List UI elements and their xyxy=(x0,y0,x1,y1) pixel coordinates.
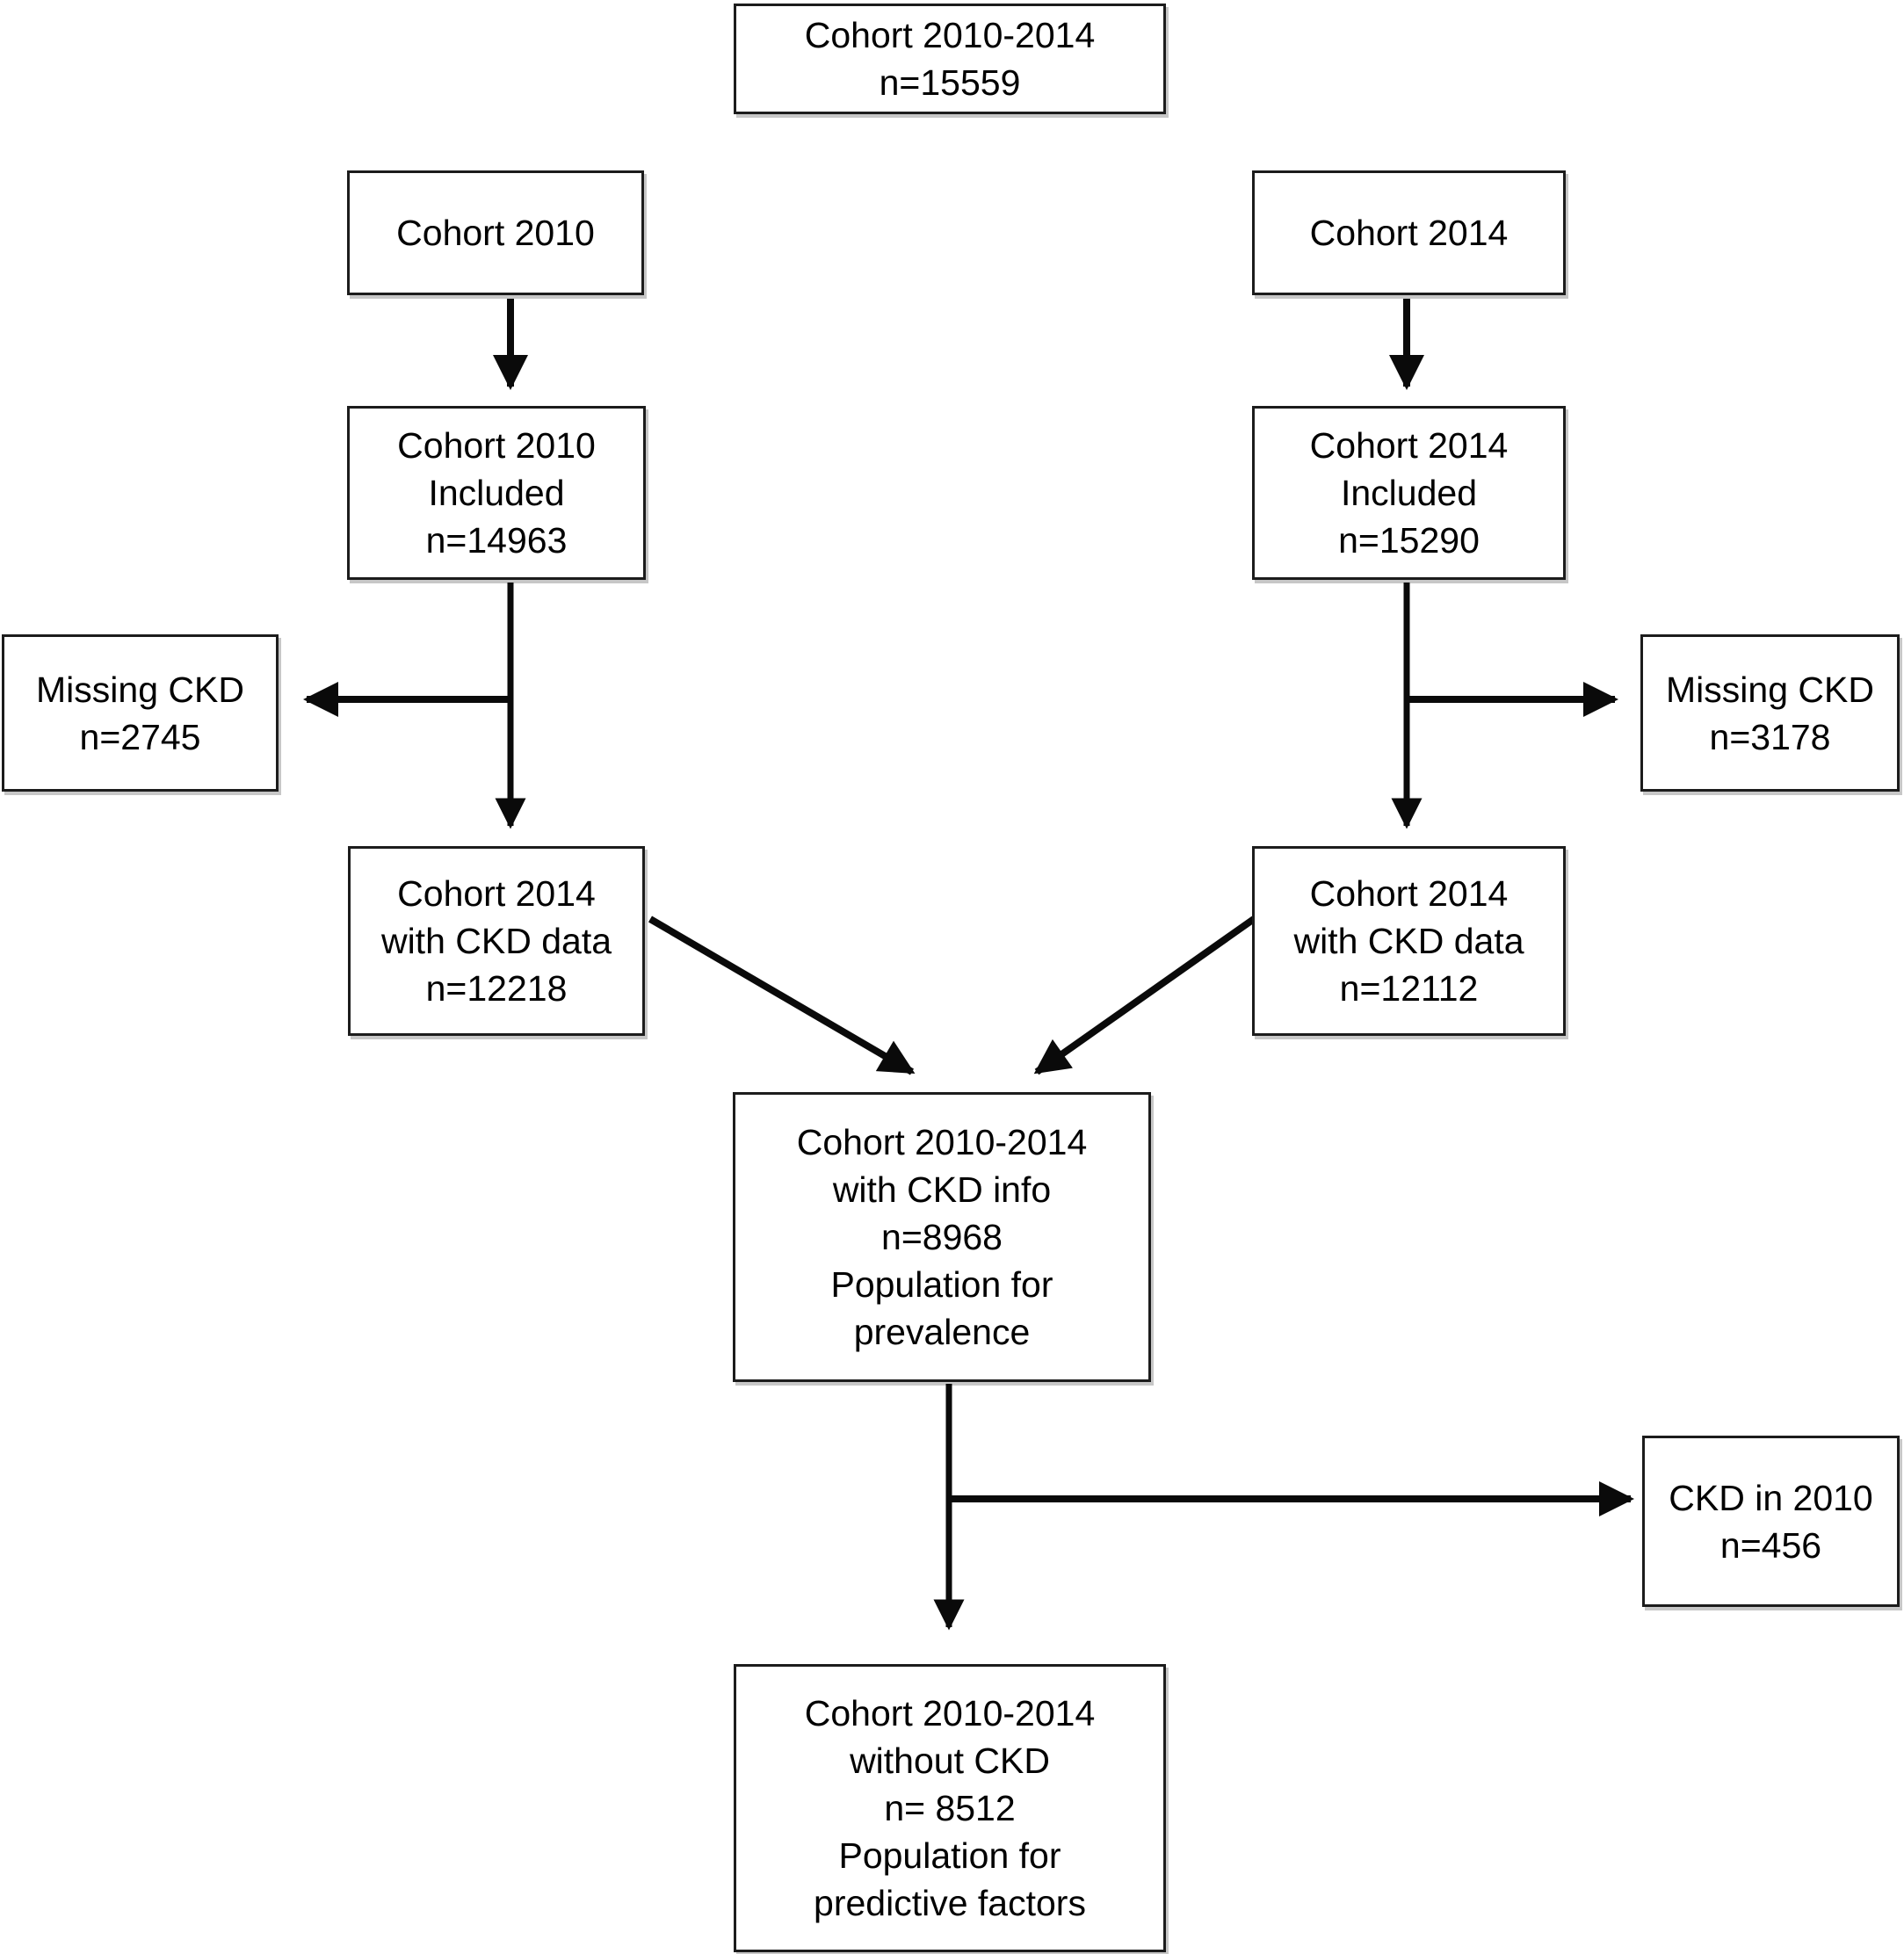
box-prevalence-line5: prevalence xyxy=(853,1312,1031,1352)
box-prevalence-line3: n=8968 xyxy=(881,1217,1003,1257)
box-missing-ckd-left-line1: Missing CKD xyxy=(36,669,244,710)
box-missing-ckd-right-line1: Missing CKD xyxy=(1666,669,1874,710)
box-cohort-2014-line1: Cohort 2014 xyxy=(1309,213,1509,253)
box-included-2014 xyxy=(1252,406,1566,580)
box-included-2010-line3: n=14963 xyxy=(425,520,568,561)
box-included-2014-line1: Cohort 2014 xyxy=(1309,425,1509,466)
box-included-2014-line2: Included xyxy=(1340,473,1477,513)
box-missing-ckd-right xyxy=(1640,634,1900,792)
box-predictive-line1: Cohort 2010-2014 xyxy=(804,1693,1096,1733)
box-cohort-total xyxy=(734,4,1166,114)
box-ckd-in-2010-line1: CKD in 2010 xyxy=(1669,1477,1873,1518)
box-ckd-data-right-line1: Cohort 2014 xyxy=(1309,873,1509,914)
box-predictive-line5: predictive factors xyxy=(814,1883,1086,1923)
box-missing-ckd-left-line2: n=2745 xyxy=(79,716,201,757)
box-predictive-line2: without CKD xyxy=(850,1741,1050,1781)
box-ckd-data-left-line3: n=12218 xyxy=(425,968,568,1009)
box-included-2010 xyxy=(347,406,646,580)
box-prevalence-line4: Population for xyxy=(830,1264,1053,1305)
box-ckd-in-2010 xyxy=(1642,1436,1900,1607)
box-missing-ckd-left xyxy=(2,634,279,792)
box-included-2014-line3: n=15290 xyxy=(1338,520,1480,561)
box-cohort-2014 xyxy=(1252,170,1566,295)
box-ckd-data-left-line1: Cohort 2014 xyxy=(397,873,596,914)
box-cohort-total-line1: Cohort 2010-2014 xyxy=(804,15,1096,55)
box-ckd-in-2010-line2: n=456 xyxy=(1719,1524,1822,1566)
box-included-2010-line2: Included xyxy=(428,473,565,513)
box-cohort-2010 xyxy=(347,170,644,295)
box-cohort-2010-line1: Cohort 2010 xyxy=(396,213,595,253)
box-predictive-line4: Population for xyxy=(838,1835,1061,1876)
box-prevalence-line2: with CKD info xyxy=(832,1169,1052,1210)
box-predictive-line3: n= 8512 xyxy=(884,1788,1016,1828)
box-cohort-total-line2: n=15559 xyxy=(879,62,1021,103)
box-ckd-data-right xyxy=(1252,846,1566,1036)
box-ckd-data-right-line2: with CKD data xyxy=(1293,921,1524,961)
box-ckd-data-right-line3: n=12112 xyxy=(1339,968,1479,1009)
arrow-ckddata-left-to-prevalence xyxy=(650,919,912,1072)
box-ckd-data-left xyxy=(348,846,645,1036)
box-missing-ckd-right-line2: n=3178 xyxy=(1709,716,1831,757)
box-ckd-data-left-line2: with CKD data xyxy=(380,921,612,961)
box-prevalence-line1: Cohort 2010-2014 xyxy=(796,1122,1088,1162)
box-predictive-population xyxy=(734,1664,1166,1952)
arrow-ckddata-right-to-prevalence xyxy=(1037,919,1254,1072)
box-included-2010-line1: Cohort 2010 xyxy=(397,425,596,466)
box-prevalence-population xyxy=(733,1092,1151,1382)
